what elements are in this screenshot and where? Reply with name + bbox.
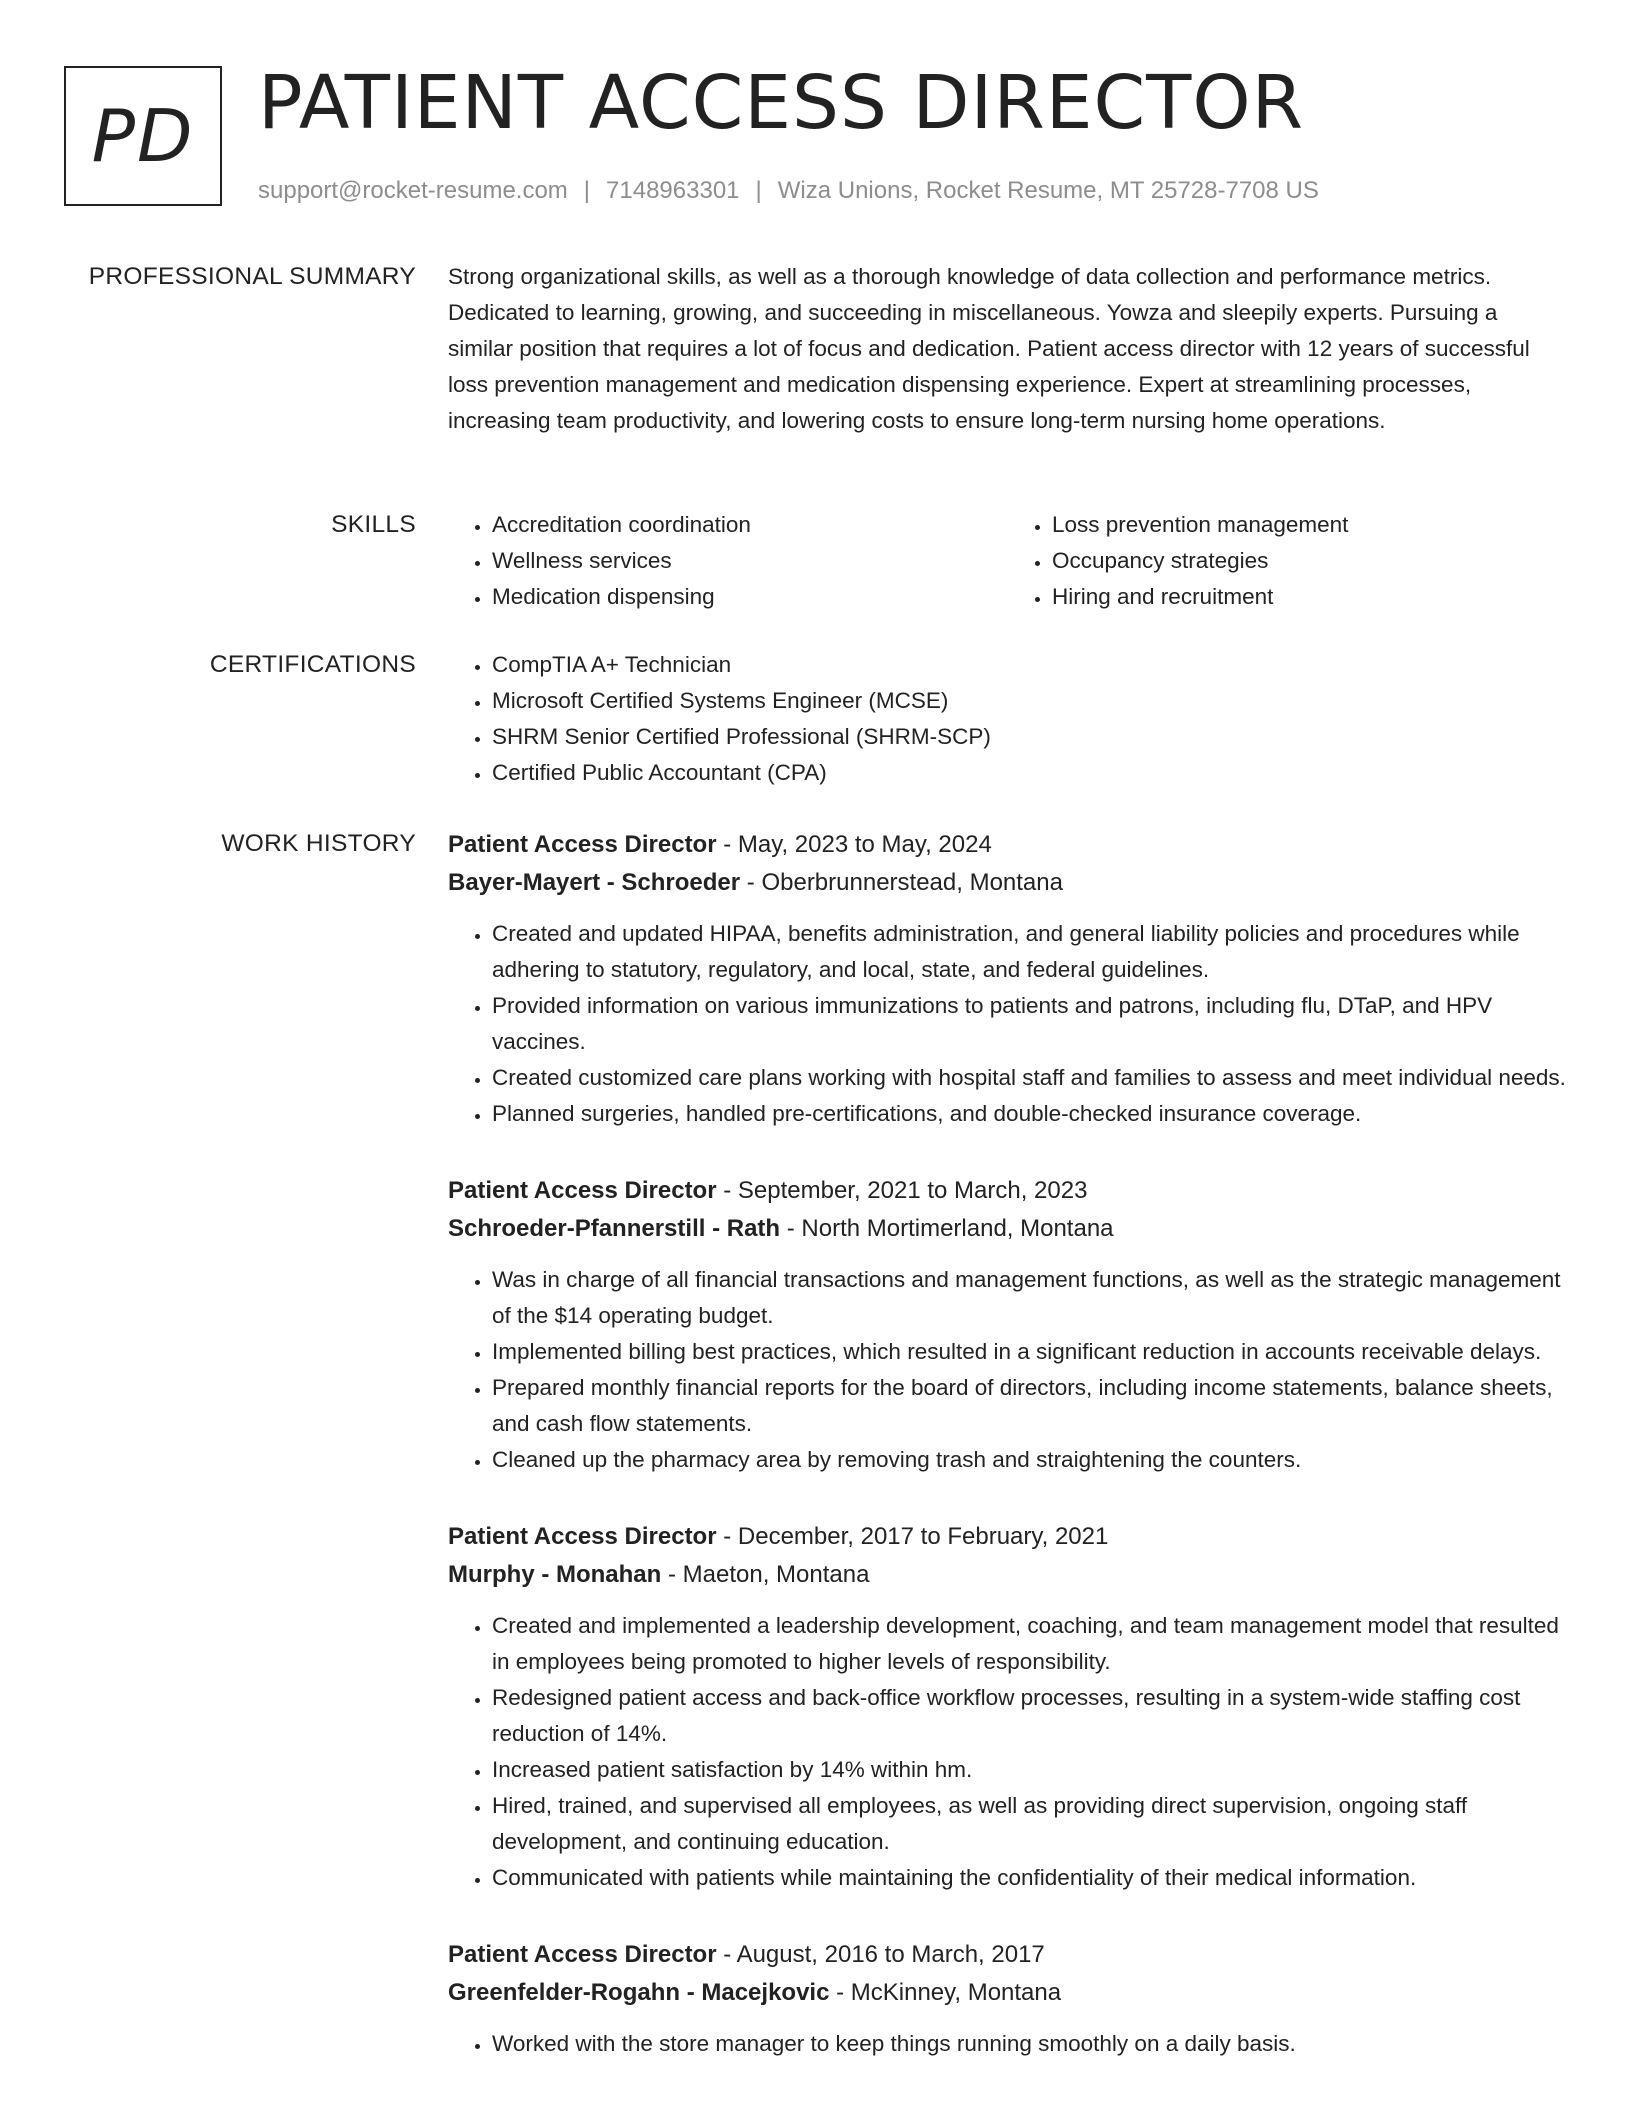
job-company-line xyxy=(448,864,1568,902)
monogram-initials: PD xyxy=(91,94,195,178)
job-entry xyxy=(448,1936,1568,2062)
job-bullet: • Cleaned up the pharmacy area by removing trash and straightening the counters. xyxy=(492,1442,1568,1478)
job-dates: - December, 2017 to February, 2021 xyxy=(716,1523,1109,1550)
job-bullets xyxy=(448,916,1568,1132)
section-label-summary: PROFESSIONAL SUMMARY xyxy=(88,263,416,290)
job-bullets xyxy=(448,1608,1568,1896)
skill-item: • Hiring and recruitment xyxy=(1052,579,1568,615)
contact-address: Wiza Unions, Rocket Resume, MT 25728-7708 US xyxy=(777,177,1319,204)
job-bullet: • Created customized care plans working with hospital staff and families to assess and meet individual needs. xyxy=(492,1060,1568,1096)
certification-item: • Microsoft Certified Systems Engineer (MCSE) xyxy=(492,683,1568,719)
certifications-list xyxy=(448,647,1568,791)
contact-email: support@rocket-resume.com xyxy=(258,177,568,204)
job-entry xyxy=(448,1172,1568,1478)
job-company-line xyxy=(448,1210,1568,1248)
certification-item: • Certified Public Accountant (CPA) xyxy=(492,755,1568,791)
contact-separator: | xyxy=(583,177,591,204)
job-title: Patient Access Director xyxy=(448,1177,717,1204)
job-company: Murphy - Monahan xyxy=(448,1561,662,1588)
job-dates: - September, 2021 to March, 2023 xyxy=(716,1177,1088,1204)
job-bullet: • Communicated with patients while maintaining the confidentiality of their medical information. xyxy=(492,1860,1568,1896)
job-bullet: • Increased patient satisfaction by 14% within hm. xyxy=(492,1752,1568,1788)
job-title: Patient Access Director xyxy=(448,831,717,858)
job-bullets xyxy=(448,1262,1568,1478)
certification-item: • SHRM Senior Certified Professional (SHRM-SCP) xyxy=(492,719,1568,755)
job-company-line xyxy=(448,1556,1568,1594)
summary-text: Strong organizational skills, as well as a thorough knowledge of data collection and performance metrics. Dedicated to learning, growing, and succeeding in miscellaneous. Yowza and sleepily experts. Pursuing a similar position that requires a lot of focus and dedication. Patient access director with 12 years of successful loss prevention management and medication dispensing experience. Expert at streamlining processes, increasing team productivity, and lowering costs to ensure long-term nursing home operations. xyxy=(448,264,1530,433)
monogram-box xyxy=(64,66,222,206)
job-bullet: • Created and implemented a leadership development, coaching, and team management model that resulted in employees being promoted to higher levels of responsibility. xyxy=(492,1608,1568,1680)
job-title-line xyxy=(448,1936,1568,1974)
section-label-certifications: CERTIFICATIONS xyxy=(209,651,416,678)
job-company-line xyxy=(448,1974,1568,2012)
skill-item: • Accreditation coordination xyxy=(492,507,1008,543)
job-title-line xyxy=(448,826,1568,864)
skills-list-right xyxy=(1008,507,1568,615)
job-location: - North Mortimerland, Montana xyxy=(780,1215,1114,1242)
job-title-line xyxy=(448,1518,1568,1556)
skill-item: • Medication dispensing xyxy=(492,579,1008,615)
job-bullet: • Hired, trained, and supervised all employees, as well as providing direct supervision, ongoing staff development, and continuing education. xyxy=(492,1788,1568,1860)
skill-item: • Occupancy strategies xyxy=(1052,543,1568,579)
job-company: Greenfelder-Rogahn - Macejkovic xyxy=(448,1979,830,2006)
contact-separator: | xyxy=(755,177,762,204)
job-location: - McKinney, Montana xyxy=(829,1979,1062,2006)
certifications-body xyxy=(448,647,1568,791)
skill-item: • Loss prevention management xyxy=(1052,507,1568,543)
job-location: - Maeton, Montana xyxy=(661,1561,870,1588)
job-bullet: • Was in charge of all financial transactions and management functions, as well as the strategic management of the $14 operating budget. xyxy=(492,1262,1568,1334)
certification-item: • CompTIA A+ Technician xyxy=(492,647,1568,683)
summary-body xyxy=(448,259,1568,439)
skills-list-left xyxy=(448,507,1008,615)
job-title-line xyxy=(448,1172,1568,1210)
job-dates: - May, 2023 to May, 2024 xyxy=(716,831,992,858)
job-bullet: • Implemented billing best practices, which resulted in a significant reduction in accounts receivable delays. xyxy=(492,1334,1568,1370)
job-company: Schroeder-Pfannerstill - Rath xyxy=(448,1215,781,1242)
job-bullet: • Created and updated HIPAA, benefits administration, and general liability policies and procedures while adhering to statutory, regulatory, and local, state, and federal guidelines. xyxy=(492,916,1568,988)
skill-item: • Wellness services xyxy=(492,543,1008,579)
job-bullets xyxy=(448,2026,1568,2062)
job-title: Patient Access Director xyxy=(448,1941,717,1968)
contact-phone: 7148963301 xyxy=(606,177,740,204)
job-bullet: • Planned surgeries, handled pre-certifications, and double-checked insurance coverage. xyxy=(492,1096,1568,1132)
work-history-body xyxy=(448,826,1568,2102)
section-label-work-history: WORK HISTORY xyxy=(221,830,416,857)
section-label-skills: SKILLS xyxy=(331,511,416,538)
job-location: - Oberbrunnerstead, Montana xyxy=(740,869,1063,896)
job-company: Bayer-Mayert - Schroeder xyxy=(448,869,741,896)
job-entry xyxy=(448,826,1568,1132)
job-entry xyxy=(448,1518,1568,1896)
resume-title: PATIENT ACCESS DIRECTOR xyxy=(258,60,1305,146)
job-title: Patient Access Director xyxy=(448,1523,717,1550)
skills-body xyxy=(448,507,1568,615)
job-bullet: • Redesigned patient access and back-office workflow processes, resulting in a system-wide staffing cost reduction of 14%. xyxy=(492,1680,1568,1752)
job-bullet: • Provided information on various immunizations to patients and patrons, including flu, DTaP, and HPV vaccines. xyxy=(492,988,1568,1060)
contact-line xyxy=(258,174,1319,208)
job-bullet: • Prepared monthly financial reports for the board of directors, including income statements, balance sheets, and cash flow statements. xyxy=(492,1370,1568,1442)
job-dates: - August, 2016 to March, 2017 xyxy=(716,1941,1045,1968)
job-bullet: • Worked with the store manager to keep things running smoothly on a daily basis. xyxy=(492,2026,1568,2062)
